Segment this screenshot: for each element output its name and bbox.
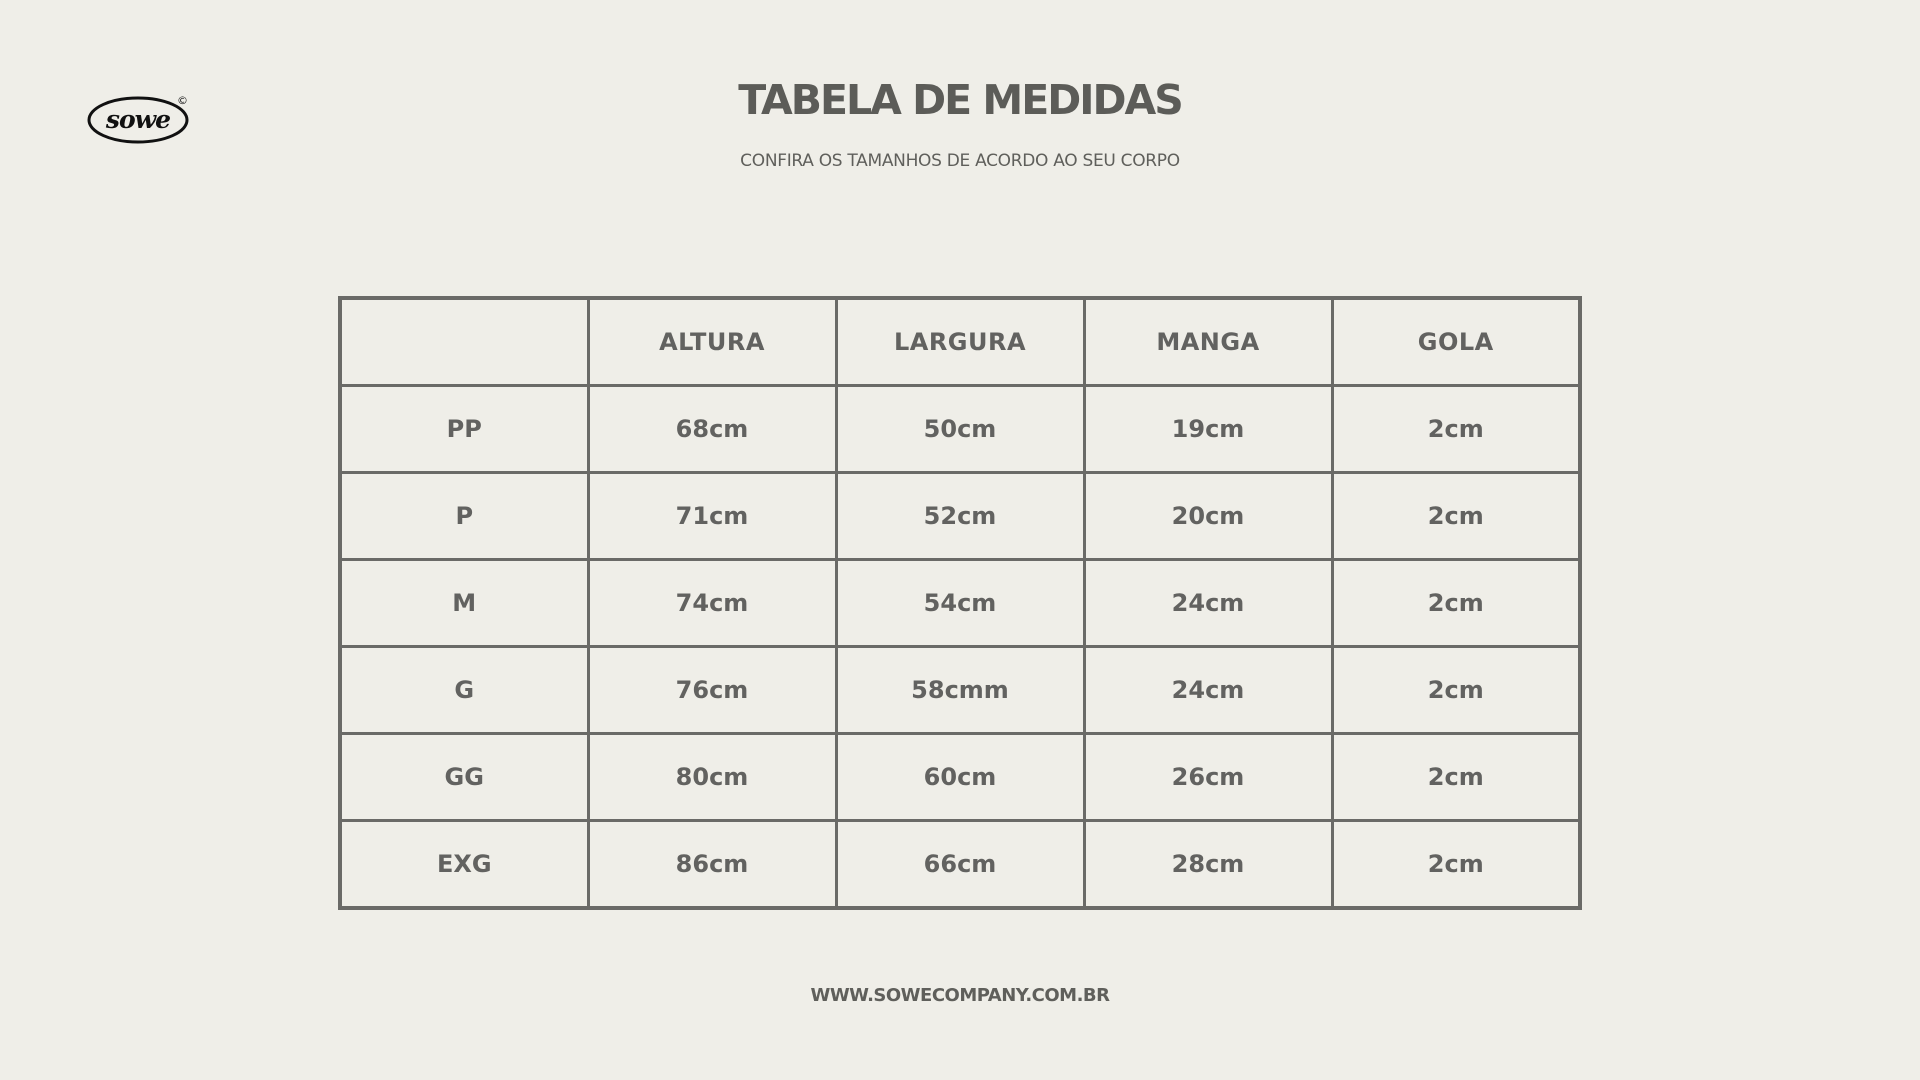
registered-mark: © [177, 94, 188, 107]
manga-value: 28cm [1084, 821, 1332, 909]
altura-value: 76cm [588, 647, 836, 734]
table-row [340, 386, 1580, 473]
manga-value: 19cm [1084, 386, 1332, 473]
manga-value: 24cm [1084, 647, 1332, 734]
altura-value: 86cm [588, 821, 836, 909]
size-label: P [340, 473, 588, 560]
page-title: TABELA DE MEDIDAS [738, 76, 1182, 124]
largura-value: 52cm [836, 473, 1084, 560]
manga-value: 20cm [1084, 473, 1332, 560]
page-subtitle: CONFIRA OS TAMANHOS DE ACORDO AO SEU CORPO [740, 151, 1180, 171]
manga-value: 24cm [1084, 560, 1332, 647]
header-cell-manga: MANGA [1084, 298, 1332, 386]
size-label: PP [340, 386, 588, 473]
largura-value: 58cmm [836, 647, 1084, 734]
gola-value: 2cm [1332, 734, 1580, 821]
altura-value: 68cm [588, 386, 836, 473]
gola-value: 2cm [1332, 473, 1580, 560]
largura-value: 66cm [836, 821, 1084, 909]
altura-value: 71cm [588, 473, 836, 560]
gola-value: 2cm [1332, 821, 1580, 909]
gola-value: 2cm [1332, 647, 1580, 734]
altura-value: 80cm [588, 734, 836, 821]
size-label: M [340, 560, 588, 647]
gola-value: 2cm [1332, 560, 1580, 647]
header-cell-altura: ALTURA [588, 298, 836, 386]
header-cell-size [340, 298, 588, 386]
largura-value: 54cm [836, 560, 1084, 647]
size-table [338, 296, 1582, 910]
size-label: GG [340, 734, 588, 821]
website-url: WWW.SOWECOMPANY.COM.BR [810, 985, 1110, 1006]
table-row [340, 473, 1580, 560]
logo-wordmark: sowe [105, 105, 171, 134]
table-row [340, 560, 1580, 647]
table-row [340, 647, 1580, 734]
table-row [340, 734, 1580, 821]
manga-value: 26cm [1084, 734, 1332, 821]
gola-value: 2cm [1332, 386, 1580, 473]
header-cell-largura: LARGURA [836, 298, 1084, 386]
size-label: EXG [340, 821, 588, 909]
table-header-row [340, 298, 1580, 386]
largura-value: 60cm [836, 734, 1084, 821]
largura-value: 50cm [836, 386, 1084, 473]
altura-value: 74cm [588, 560, 836, 647]
table-row [340, 821, 1580, 909]
size-label: G [340, 647, 588, 734]
header-cell-gola: GOLA [1332, 298, 1580, 386]
